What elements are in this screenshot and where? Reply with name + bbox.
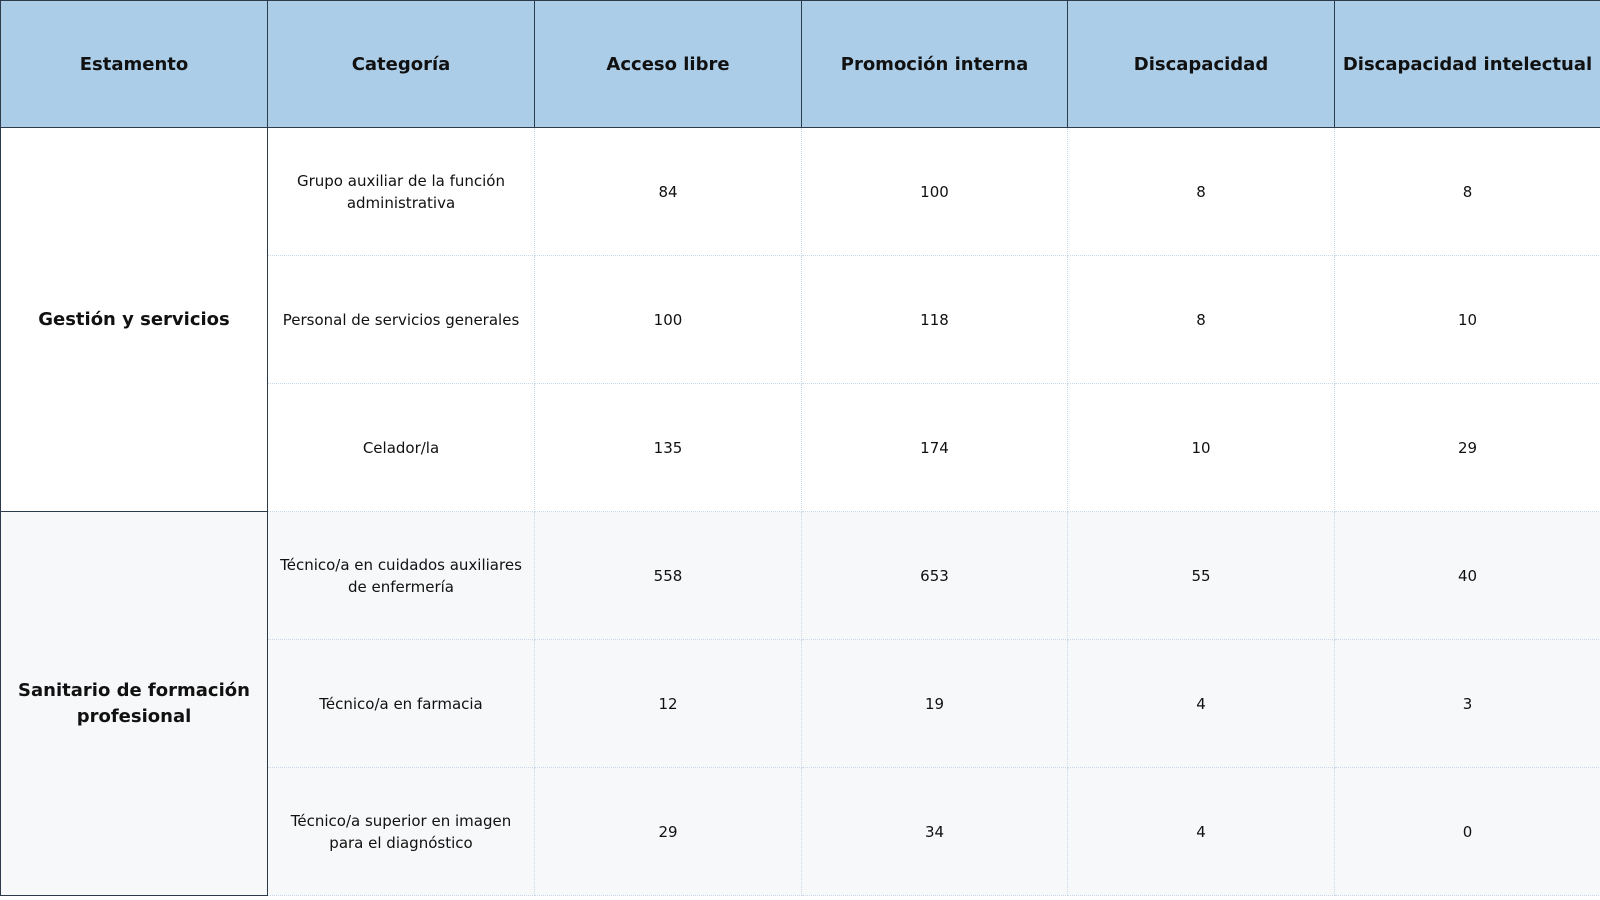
header-discapacidad-intelectual: Discapacidad intelectual xyxy=(1335,1,1600,128)
discapacidad-cell: 10 xyxy=(1068,384,1335,512)
categoria-cell: Técnico/a en farmacia xyxy=(268,640,535,768)
discapacidad-intelectual-cell: 0 xyxy=(1335,768,1600,896)
categoria-cell: Grupo auxiliar de la función administrativa xyxy=(268,128,535,256)
header-discapacidad: Discapacidad xyxy=(1068,1,1335,128)
promocion-interna-cell: 34 xyxy=(802,768,1068,896)
discapacidad-intelectual-cell: 29 xyxy=(1335,384,1600,512)
discapacidad-intelectual-cell: 10 xyxy=(1335,256,1600,384)
discapacidad-cell: 4 xyxy=(1068,640,1335,768)
acceso-libre-cell: 84 xyxy=(535,128,802,256)
discapacidad-cell: 8 xyxy=(1068,256,1335,384)
discapacidad-cell: 4 xyxy=(1068,768,1335,896)
table-row xyxy=(1,512,1600,640)
header-acceso-libre: Acceso libre xyxy=(535,1,802,128)
acceso-libre-cell: 29 xyxy=(535,768,802,896)
acceso-libre-cell: 100 xyxy=(535,256,802,384)
header-row xyxy=(1,1,1600,128)
acceso-libre-cell: 135 xyxy=(535,384,802,512)
discapacidad-cell: 55 xyxy=(1068,512,1335,640)
discapacidad-intelectual-cell: 8 xyxy=(1335,128,1600,256)
categoria-cell: Técnico/a en cuidados auxiliares de enfermería xyxy=(268,512,535,640)
estamento-cell-gestion: Gestión y servicios xyxy=(1,128,268,512)
promocion-interna-cell: 100 xyxy=(802,128,1068,256)
table-row xyxy=(1,128,1600,256)
promocion-interna-cell: 174 xyxy=(802,384,1068,512)
acceso-libre-cell: 12 xyxy=(535,640,802,768)
header-estamento: Estamento xyxy=(1,1,268,128)
promocion-interna-cell: 653 xyxy=(802,512,1068,640)
categoria-cell: Celador/la xyxy=(268,384,535,512)
estamento-cell-sanitario: Sanitario de formación profesional xyxy=(1,512,268,896)
discapacidad-intelectual-cell: 3 xyxy=(1335,640,1600,768)
categoria-cell: Personal de servicios generales xyxy=(268,256,535,384)
discapacidad-intelectual-cell: 40 xyxy=(1335,512,1600,640)
header-promocion-interna: Promoción interna xyxy=(802,1,1068,128)
table-header xyxy=(1,1,1600,128)
table-body xyxy=(1,128,1600,896)
promocion-interna-cell: 19 xyxy=(802,640,1068,768)
discapacidad-cell: 8 xyxy=(1068,128,1335,256)
promocion-interna-cell: 118 xyxy=(802,256,1068,384)
categoria-cell: Técnico/a superior en imagen para el diagnóstico xyxy=(268,768,535,896)
header-categoria: Categoría xyxy=(268,1,535,128)
acceso-libre-cell: 558 xyxy=(535,512,802,640)
